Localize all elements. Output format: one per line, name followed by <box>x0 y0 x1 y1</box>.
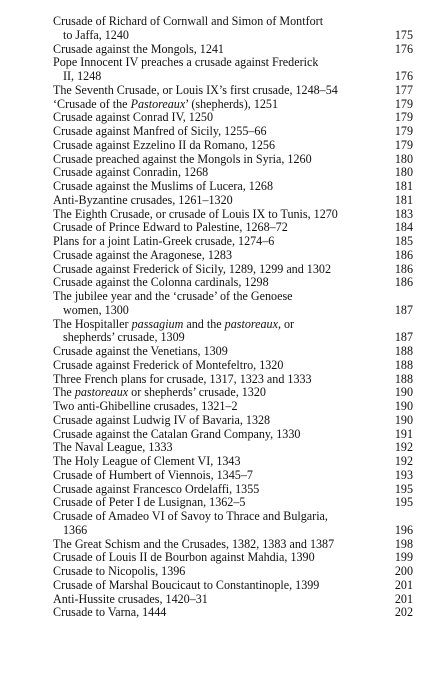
toc-entry <box>53 496 413 510</box>
entry-title-italic: pastoreaux <box>224 316 278 331</box>
page-number: 186 <box>394 247 413 262</box>
entry-title: Crusade against the Colonna cardinals, 1298 <box>53 275 269 290</box>
toc-entry <box>53 263 413 277</box>
entry-title: Crusade against the Mongols, 1241 <box>53 41 224 56</box>
page-number: 177 <box>394 82 413 97</box>
page-number: 181 <box>394 192 413 207</box>
toc-entry <box>53 400 413 414</box>
entry-title: Crusade against the Venetians, 1309 <box>53 344 228 358</box>
toc-entry <box>53 386 413 400</box>
entry-title: Crusade to Nicopolis, 1396 <box>53 564 186 578</box>
toc-entry <box>53 276 413 290</box>
toc-entry <box>53 139 413 153</box>
entry-title-continuation: to Jaffa, 1240 <box>63 27 129 42</box>
entry-title: Crusade of Amadeo VI of Savoy to Thrace and Bulgaria, <box>53 509 328 523</box>
toc-entry <box>53 15 413 43</box>
entry-title-italic: pastoreaux <box>74 385 129 400</box>
entry-title: The Seventh Crusade, or Louis IX’s first crusade, 1248–54 <box>53 82 338 97</box>
toc-entry <box>53 208 413 222</box>
toc-entry <box>53 441 413 455</box>
page-number: 179 <box>394 110 413 125</box>
entry-title: Crusade against Frederick of Montefeltro, 1320 <box>53 357 284 372</box>
toc-entry <box>53 373 413 387</box>
page-number: 180 <box>394 165 413 180</box>
table-of-contents <box>53 15 413 620</box>
entry-title-part: and the <box>183 316 225 331</box>
entry-title-italic: passagium <box>131 316 184 331</box>
page-number: 179 <box>394 137 413 152</box>
toc-entry <box>53 84 413 98</box>
toc-entry <box>53 345 413 359</box>
entry-title: The Great Schism and the Crusades, 1382, 1383 and 1387 <box>53 536 335 551</box>
entry-title-part: , or <box>277 316 295 331</box>
toc-entry <box>53 565 413 579</box>
entry-title-part: or shepherds’ crusade, 1320 <box>128 385 266 400</box>
entry-title-continuation: shepherds’ crusade, 1309 <box>63 330 185 345</box>
entry-title: The Naval League, 1333 <box>53 440 173 455</box>
page-number: 187 <box>394 302 413 317</box>
entry-title: Crusade against the Aragonese, 1283 <box>53 247 233 262</box>
page-number: 190 <box>394 399 413 413</box>
toc-entry <box>53 551 413 565</box>
entry-title: Two anti-Ghibelline crusades, 1321–2 <box>53 399 238 413</box>
entry-title <box>53 98 379 112</box>
toc-entry <box>53 455 413 469</box>
toc-entry <box>53 221 413 235</box>
toc-entry <box>53 593 413 607</box>
entry-title: Crusade of Louis II de Bourbon against Mahdia, 1390 <box>53 550 315 565</box>
page-number: 186 <box>394 275 413 290</box>
page-number: 188 <box>394 344 413 358</box>
entry-title-continuation: 1366 <box>63 522 88 537</box>
entry-title: Pope Innocent IV preaches a crusade against Frederick <box>53 55 319 70</box>
page-number: 190 <box>394 385 413 400</box>
entry-title: Crusade against the Catalan Grand Company, 1330 <box>53 426 301 441</box>
entry-title <box>53 317 294 331</box>
page-number: 188 <box>394 371 413 386</box>
page-number: 186 <box>394 261 413 276</box>
toc-entry <box>53 98 413 112</box>
page-number: 180 <box>394 151 413 166</box>
entry-title-part: ’ (shepherds), 1251 <box>185 96 279 111</box>
entry-title: Crusade against Conradin, 1268 <box>53 165 209 180</box>
toc-entry <box>53 318 413 346</box>
page-number: 179 <box>394 96 413 111</box>
toc-entry <box>53 194 413 208</box>
entry-title: Crusade against the Muslims of Lucera, 1268 <box>53 179 273 193</box>
entry-title: The jubilee year and the ‘crusade’ of the Genoese <box>53 289 293 303</box>
entry-title: Crusade against Ezzelino II da Romano, 1256 <box>53 137 275 152</box>
toc-entry <box>53 290 413 318</box>
page-number: 181 <box>394 179 413 193</box>
page-number: 188 <box>394 357 413 372</box>
entry-title: Crusade of Richard of Cornwall and Simon of Montfort <box>53 14 324 28</box>
page-number: 198 <box>394 536 413 551</box>
page-number: 190 <box>394 412 413 427</box>
page-number: 185 <box>394 234 413 248</box>
entry-title: Plans for a joint Latin-Greek crusade, 1274–6 <box>53 234 275 248</box>
entry-title: Crusade of Humbert of Viennois, 1345–7 <box>53 467 253 482</box>
page-number: 192 <box>394 454 413 468</box>
entry-title-continuation: II, 1248 <box>63 69 102 83</box>
page-number: 200 <box>394 564 413 578</box>
toc-entry <box>53 166 413 180</box>
toc-entry <box>53 43 413 57</box>
toc-entry <box>53 111 413 125</box>
page-number: 201 <box>394 591 413 606</box>
entry-title-continuation: women, 1300 <box>63 302 129 317</box>
toc-entry <box>53 56 413 84</box>
page-number: 196 <box>394 522 413 537</box>
entry-title: Anti-Byzantine crusades, 1261–1320 <box>53 192 233 207</box>
entry-title: Crusade preached against the Mongols in Syria, 1260 <box>53 151 312 166</box>
entry-title: Crusade against Conrad IV, 1250 <box>53 110 213 125</box>
entry-title: Crusade against Francesco Ordelaffi, 1355 <box>53 481 260 496</box>
toc-entry <box>53 606 413 620</box>
page-number: 191 <box>394 426 413 441</box>
toc-entry <box>53 249 413 263</box>
toc-entry <box>53 235 413 249</box>
toc-entry <box>53 428 413 442</box>
page-number: 201 <box>394 577 413 592</box>
page-number: 175 <box>394 27 413 42</box>
entry-title: Crusade to Varna, 1444 <box>53 605 167 620</box>
entry-title <box>53 386 379 400</box>
entry-title: Three French plans for crusade, 1317, 1323 and 1333 <box>53 371 312 386</box>
toc-entry <box>53 414 413 428</box>
entry-title: The Holy League of Clement VI, 1343 <box>53 454 241 468</box>
entry-title: Crusade of Marshal Boucicaut to Constantinople, 1399 <box>53 577 320 592</box>
entry-title: Crusade against Frederick of Sicily, 1289, 1299 and 1302 <box>53 261 331 276</box>
entry-title-part: ‘Crusade of the <box>53 96 131 111</box>
page-number: 192 <box>394 440 413 455</box>
entry-title: Anti-Hussite crusades, 1420–31 <box>53 591 208 606</box>
toc-entry <box>53 125 413 139</box>
page-number: 176 <box>394 69 413 83</box>
toc-entry <box>53 579 413 593</box>
toc-entry <box>53 510 413 538</box>
page-number: 195 <box>394 481 413 496</box>
page-number: 195 <box>394 495 413 510</box>
toc-entry <box>53 153 413 167</box>
entry-title: Crusade against Ludwig IV of Bavaria, 1328 <box>53 412 271 427</box>
page-number: 193 <box>394 467 413 482</box>
entry-title-part: The Hospitaller <box>53 316 132 331</box>
page-number: 179 <box>394 124 413 138</box>
entry-title: The Eighth Crusade, or crusade of Louis IX to Tunis, 1270 <box>53 206 338 221</box>
page-number: 184 <box>394 220 413 235</box>
toc-entry <box>53 483 413 497</box>
entry-title: Crusade against Manfred of Sicily, 1255–66 <box>53 124 267 138</box>
toc-entry <box>53 180 413 194</box>
page-number: 176 <box>394 41 413 56</box>
entry-title: Crusade of Prince Edward to Palestine, 1268–72 <box>53 220 288 235</box>
entry-title: Crusade of Peter I de Lusignan, 1362–5 <box>53 495 246 510</box>
entry-title-part: The <box>53 385 75 400</box>
toc-entry <box>53 538 413 552</box>
page-number: 202 <box>394 605 413 620</box>
page-number: 199 <box>394 550 413 565</box>
entry-title-italic: Pastoreaux <box>130 96 186 111</box>
toc-entry <box>53 469 413 483</box>
page-number: 183 <box>394 206 413 221</box>
toc-entry <box>53 359 413 373</box>
page-number: 187 <box>394 330 413 345</box>
